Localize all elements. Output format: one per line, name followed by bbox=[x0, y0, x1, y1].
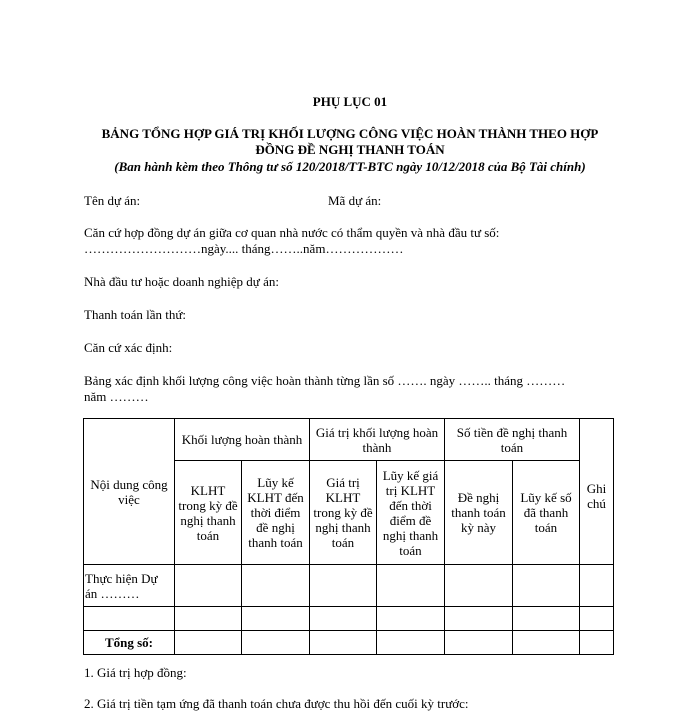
table-cell bbox=[580, 565, 614, 607]
project-code-label: Mã dự án: bbox=[328, 193, 382, 208]
table-cell bbox=[242, 607, 310, 631]
table-cell bbox=[377, 607, 445, 631]
table-cell bbox=[242, 565, 310, 607]
table-cell bbox=[175, 565, 242, 607]
table-cell bbox=[445, 631, 513, 655]
row-total-label: Tổng số: bbox=[84, 631, 175, 655]
title-line-1: BẢNG TỔNG HỢP GIÁ TRỊ KHỐI LƯỢNG CÔNG VIỆC HOÀN THÀNH THEO HỢP bbox=[101, 126, 599, 141]
header-completed-value: Giá trị khối lượng hoàn thành bbox=[310, 419, 445, 461]
table-cell bbox=[84, 607, 175, 631]
header-amount-period: Đề nghị thanh toán kỳ này bbox=[445, 461, 513, 565]
table-cell bbox=[580, 631, 614, 655]
header-klht-cumulative: Lũy kế KLHT đến thời điểm đề nghị thanh toán bbox=[242, 461, 310, 565]
table-header-row-1 bbox=[84, 419, 614, 461]
table-row bbox=[84, 607, 614, 631]
contract-basis-line-1: Căn cứ hợp đồng dự án giữa cơ quan nhà nước có thẩm quyền và nhà đầu tư số: bbox=[84, 225, 500, 240]
volume-table-line-2: năm ……… bbox=[84, 389, 149, 404]
payment-summary-table bbox=[83, 418, 614, 655]
header-work-content: Nội dung công việc bbox=[84, 419, 175, 565]
payment-number-label: Thanh toán lần thứ: bbox=[84, 307, 186, 322]
project-name-label: Tên dự án: bbox=[84, 193, 141, 208]
table-cell bbox=[445, 607, 513, 631]
volume-table-line-1: Bảng xác định khối lượng công việc hoàn thành từng lần số ……. ngày …….. tháng ……… bbox=[84, 373, 566, 388]
header-amount-cumulative: Lũy kế số đã thanh toán bbox=[513, 461, 580, 565]
investor-label: Nhà đầu tư hoặc doanh nghiệp dự án: bbox=[84, 274, 279, 289]
header-value-cumulative: Lũy kế giá trị KLHT đến thời điểm đề nghị thanh toán bbox=[377, 461, 445, 565]
table-cell bbox=[580, 607, 614, 631]
title-line-2: ĐỒNG ĐỀ NGHỊ THANH TOÁN bbox=[255, 142, 445, 157]
table-cell bbox=[377, 565, 445, 607]
header-value-period: Giá trị KLHT trong kỳ đề nghị thanh toán bbox=[310, 461, 377, 565]
row-project-label: Thực hiện Dự án ……… bbox=[84, 565, 175, 607]
table-cell bbox=[513, 607, 580, 631]
header-note: Ghi chú bbox=[580, 419, 614, 565]
table-cell bbox=[310, 607, 377, 631]
table-cell bbox=[242, 631, 310, 655]
footer-item-contract-value: 1. Giá trị hợp đồng: bbox=[84, 665, 187, 680]
header-completed-volume: Khối lượng hoàn thành bbox=[175, 419, 310, 461]
table-cell bbox=[175, 631, 242, 655]
contract-basis-line-2: ………………………ngày.... tháng……..năm……………… bbox=[84, 241, 404, 256]
header-requested-amount: Số tiền đề nghị thanh toán bbox=[445, 419, 580, 461]
appendix-heading: PHỤ LỤC 01 bbox=[312, 94, 388, 109]
table-cell bbox=[513, 565, 580, 607]
table-row bbox=[84, 565, 614, 607]
footer-item-advance: 2. Giá trị tiền tạm ứng đã thanh toán chưa được thu hồi đến cuối kỳ trước: bbox=[84, 696, 469, 711]
table-cell bbox=[513, 631, 580, 655]
table-cell bbox=[445, 565, 513, 607]
header-klht-period: KLHT trong kỳ đề nghị thanh toán bbox=[175, 461, 242, 565]
table-cell bbox=[175, 607, 242, 631]
document-subtitle: (Ban hành kèm theo Thông tư số 120/2018/TT-BTC ngày 10/12/2018 của Bộ Tài chính) bbox=[114, 159, 586, 174]
determination-basis-label: Căn cứ xác định: bbox=[84, 340, 173, 355]
table-cell bbox=[310, 631, 377, 655]
table-cell bbox=[377, 631, 445, 655]
table-cell bbox=[310, 565, 377, 607]
table-total-row bbox=[84, 631, 614, 655]
